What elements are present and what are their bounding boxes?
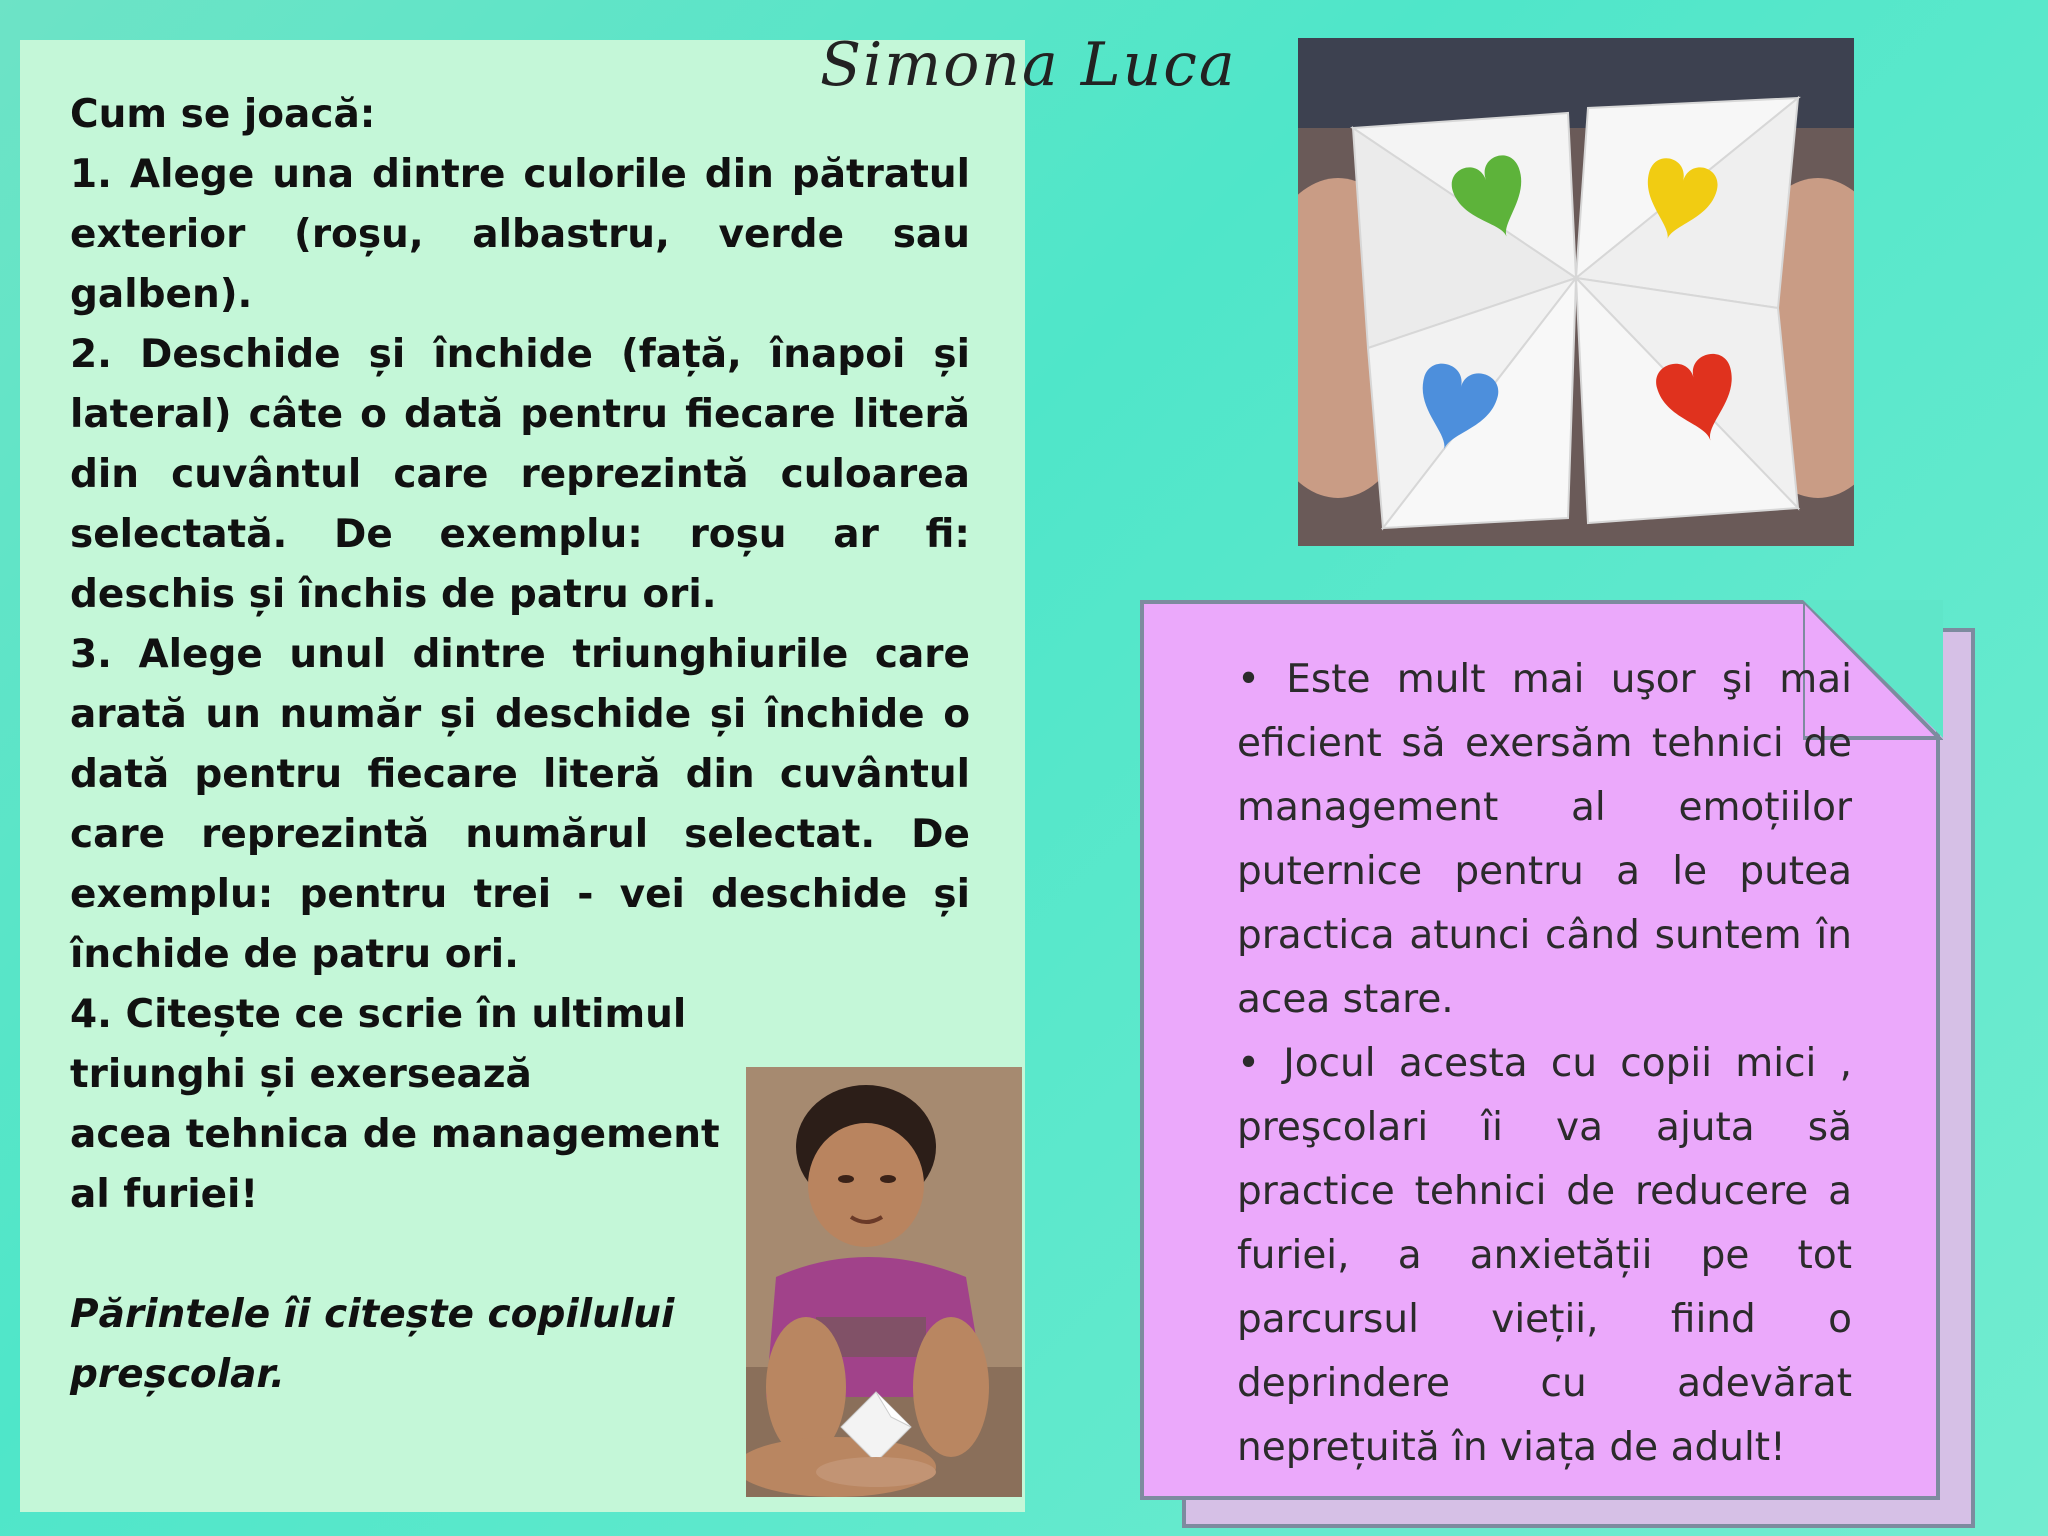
fortune-teller-illustration	[1298, 38, 1854, 546]
step-3: 3. Alege unul dintre triunghiurile care arată un număr și deschide și închide o dată pentru fiecare literă din cuvântul care reprezintă numărul selectat. De exemplu: pentru trei - vei deschide și închide de patru ori.	[70, 632, 970, 977]
step-4	[70, 985, 750, 1225]
instructions-text	[70, 85, 970, 985]
note-bullet: • Jocul acesta cu copii mici , preşcolari îi va ajuta să practice tehnici de reducere a furiei, a anxietății pe tot parcursul vieții, fiind o deprindere cu adevărat neprețuită în viața de adult!	[1237, 1041, 1852, 1470]
note-text	[1237, 648, 1852, 1480]
step-4-line: 4. Citește ce scrie în ultimul	[70, 992, 687, 1037]
parent-note-line: Părintele îi citește copilului	[70, 1292, 675, 1337]
fortune-teller-photo	[1298, 38, 1854, 546]
step-4-line: triunghi și exersează	[70, 1052, 532, 1097]
child-illustration	[746, 1067, 1022, 1497]
signature: Simona Luca	[820, 30, 1237, 100]
step-1: 1. Alege una dintre culorile din pătratul exterior (roșu, albastru, verde sau galben).	[70, 152, 970, 317]
instructions-heading: Cum se joacă:	[70, 92, 376, 137]
step-4-line: acea tehnica de management	[70, 1112, 720, 1157]
child-photo	[746, 1067, 1022, 1497]
parent-note-line: preșcolar.	[70, 1352, 285, 1397]
step-4-line: al furiei!	[70, 1172, 259, 1217]
step-2: 2. Deschide și închide (față, înapoi și lateral) câte o dată pentru fiecare literă din cuvântul care reprezintă culoarea selectată. De exemplu: roșu ar fi: deschis și închis de patru ori.	[70, 332, 970, 617]
note-bullet: • Este mult mai uşor şi mai eficient să exersăm tehnici de management al emoțiilor puternice pentru a le putea practica atunci când suntem în acea stare.	[1237, 657, 1852, 1022]
parent-note	[70, 1285, 710, 1405]
